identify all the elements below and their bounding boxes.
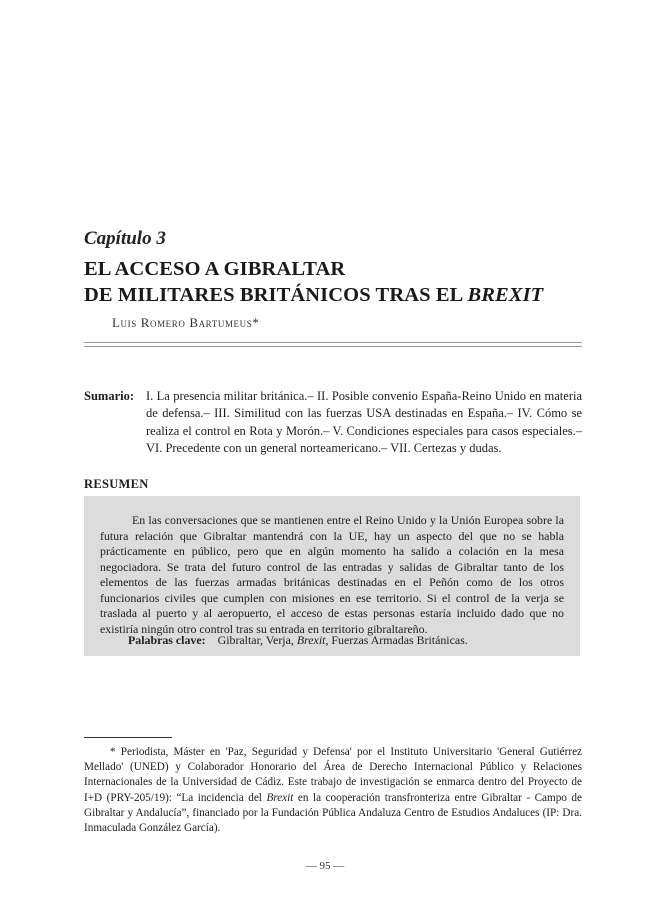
- summary-label: Sumario:: [84, 389, 134, 403]
- title-line-2: [84, 282, 543, 308]
- keywords-post: , Fuerzas Armadas Británicas.: [325, 633, 468, 647]
- header-rule-top: [84, 342, 582, 343]
- summary-text: I. La presencia militar británica.– II. Posible convenio España-Reino Unido en materia de defensa.– III. Similitud con las fuerzas USA destinadas en España.– IV. Cómo se realiza el control en Rota y Morón.– V. Condiciones especiales para casos especiales.– VI. Precedente con un general norteamericano.– VII. Certezas y dudas.: [146, 389, 582, 455]
- keywords-pre: Gibraltar, Verja,: [217, 633, 297, 647]
- abstract-heading: RESUMEN: [84, 477, 149, 491]
- footnote-rule: [84, 737, 172, 738]
- footnote: [84, 745, 582, 836]
- abstract-box: [84, 496, 580, 656]
- footnote-text-post: en la cooperación transfronteriza entre Gibraltar - Campo de Gibraltar y Andalucía”, financiado por la Fundación Pública Andaluza Centro de Estudios Andaluces (IP: Dra. Inmaculada González García).: [84, 791, 582, 835]
- keywords-line: [128, 633, 468, 648]
- footnote-text-pre: * Periodista, Máster en 'Paz, Seguridad y Defensa' por el Instituto Universitario 'General Gutiérrez Mellado' (UNED) y Colaborador Honorario del Área de Derecho Internacional Público y Relaciones Internacionales de la Universidad de Cádiz. Este trabajo de investigación se enmarca dentro del Proyecto de I+D (PRY-205/19): “La incidencia del: [84, 746, 582, 804]
- author-name: Luis Romero Bartumeus*: [112, 315, 260, 330]
- title-line-2-main: DE MILITARES BRITÁNICOS TRAS EL: [84, 284, 468, 306]
- footnote-text: [84, 745, 582, 836]
- abstract-paragraph: En las conversaciones que se mantienen entre el Reino Unido y la Unión Europea sobre la futura relación que Gibraltar mantendrá con la UE, hay un aspecto del que no se habla prácticamente en público, pero que en algún momento ha salido a colación en la mesa negociadora. Se trata del futuro control de las entradas y salidas de Gibraltar tanto de los elementos de las fuerzas armadas británicas destinadas en el Peñón como de los otros funcionarios civiles que cumplen con misiones en ese territorio. Si el control de la verja se traslada al puerto y al aeropuerto, el acceso de estas personas estaría incluido dado que no existiría ningún otro control tras su entrada en territorio gibraltareño.: [100, 513, 564, 636]
- page-number: — 95 —: [305, 860, 345, 872]
- header-rule-bottom: [84, 346, 582, 347]
- keywords-label: Palabras clave:: [128, 633, 206, 647]
- title-line-1: EL ACCESO A GIBRALTAR: [84, 258, 346, 280]
- chapter-label: Capítulo 3: [84, 228, 166, 249]
- footnote-text-italic: Brexit: [266, 791, 294, 804]
- keywords-italic: Brexit: [296, 633, 326, 647]
- abstract-text: [100, 513, 564, 637]
- chapter-title: [84, 256, 543, 308]
- title-line-2-italic: BREXIT: [467, 284, 544, 306]
- summary-block: [84, 388, 582, 457]
